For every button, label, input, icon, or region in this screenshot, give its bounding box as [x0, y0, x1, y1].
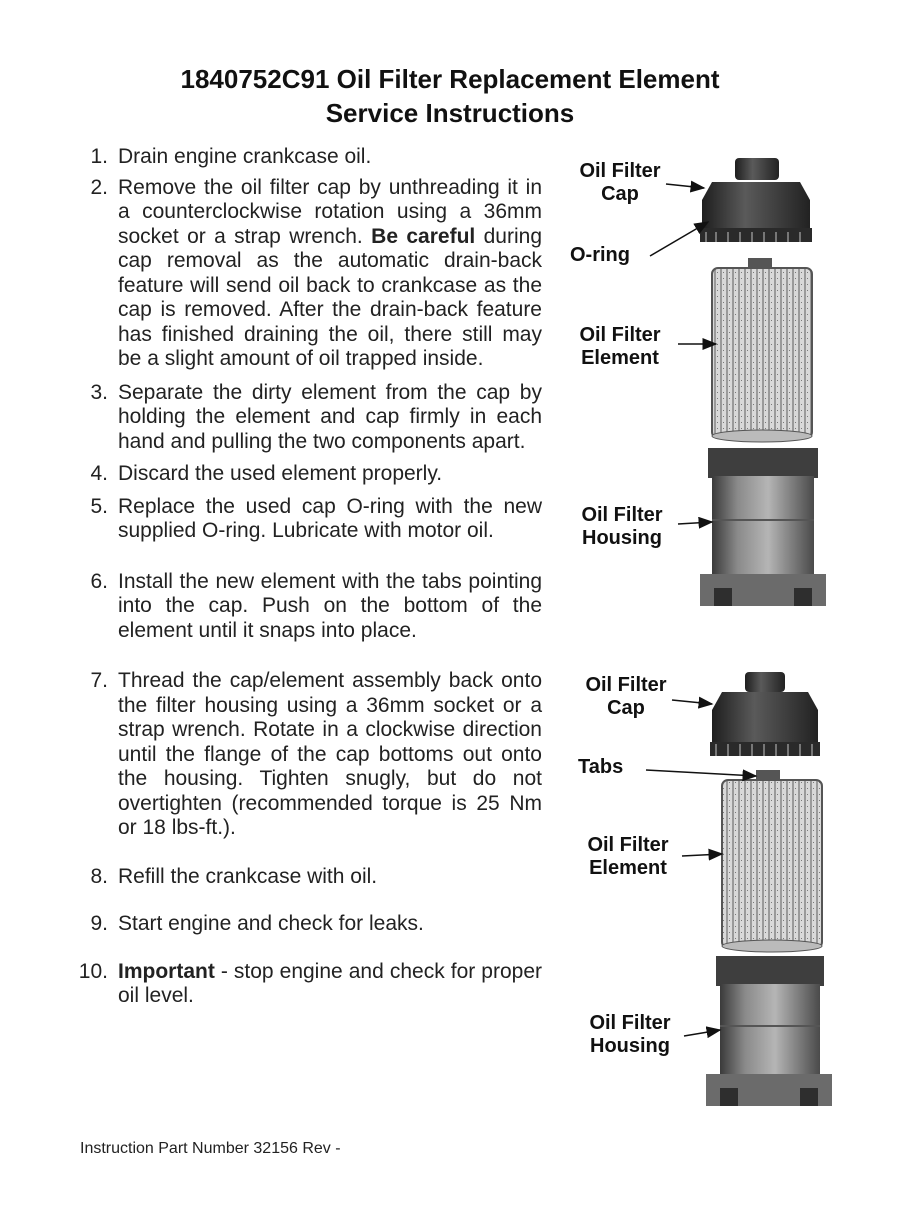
bottom-tabs-arrow [646, 770, 756, 776]
step-number: 1. [90, 145, 108, 168]
label-bottom-housing: Oil Filter Housing [589, 1012, 671, 1057]
title-line-2: Service Instructions [325, 98, 575, 128]
label-top-element: Oil Filter Element [579, 324, 661, 369]
top-housing-illustration [700, 448, 826, 606]
label-top-oring: O-ring [570, 244, 630, 266]
step-text: Separate the dirty element from the cap by holding the element and cap firmly in each hand and pulling the two components apart. [118, 380, 542, 453]
bottom-cap-illustration [710, 672, 820, 756]
bottom-element-illustration [722, 770, 822, 952]
bottom-element-arrow [682, 854, 722, 856]
label-bottom-element: Oil Filter Element [587, 834, 669, 879]
step-text: Start engine and check for leaks. [118, 912, 424, 935]
step-text: Discard the used element properly. [118, 462, 443, 485]
step-text: Important - stop engine and check for proper oil level. [118, 959, 542, 1007]
step-number: 8. [90, 864, 108, 888]
label-bottom-tabs: Tabs [578, 756, 624, 778]
top-cap-illustration [700, 158, 812, 242]
top-element-illustration [712, 258, 812, 442]
step-number: 5. [90, 494, 108, 518]
label-top-housing: Oil Filter Housing [581, 504, 663, 549]
step-number: 3. [90, 380, 108, 404]
step-text: Refill the crankcase with oil. [118, 864, 378, 888]
bottom-housing-arrow [684, 1030, 720, 1036]
step-text: Thread the cap/element assembly back onto the filter housing using a 36mm socket or a strap wrench. Rotate in a clockwise direction until the flange of the cap bottoms out onto the housing. Tighten snugly, but do not overtighten (recommended torque is 25 Nm or 18 lbs-ft.). [118, 669, 542, 839]
emphasis: Important [118, 959, 215, 983]
step-text: Install the new element with the tabs pointing into the cap. Push on the bottom of the element until it snaps into place. [118, 569, 542, 642]
emphasis: Be careful [371, 224, 476, 248]
title-line-1: 1840752C91 Oil Filter Replacement Element [180, 64, 720, 94]
bottom-cap-arrow [672, 700, 712, 704]
step-text: Drain engine crankcase oil. [118, 145, 372, 168]
step-number: 10. [78, 959, 108, 983]
instruction-part-number: Instruction Part Number 32156 Rev - [80, 1140, 341, 1157]
step-number: 7. [90, 669, 108, 692]
step-text: Replace the used cap O-ring with the new supplied O-ring. Lubricate with motor oil. [118, 494, 542, 542]
top-oring-arrow [650, 222, 708, 256]
top-housing-arrow [678, 522, 712, 524]
step-text: Remove the oil filter cap by unthreading it in a counterclockwise rotation using a 36mm socket or a strap wrench. Be careful during cap removal as the automatic drain-back feature will send oil back to crankcase as the cap is removed. After the drain-back feature has finished draining the oil, there still may be a slight amount of oil trapped inside. [118, 175, 543, 370]
step-number: 6. [90, 569, 108, 593]
step-number: 2. [90, 175, 108, 199]
label-top-cap: Oil Filter Cap [579, 160, 661, 205]
step-number: 4. [90, 462, 108, 485]
label-bottom-cap: Oil Filter Cap [585, 674, 667, 719]
bottom-housing-illustration [706, 956, 832, 1106]
step-number: 9. [90, 912, 108, 935]
